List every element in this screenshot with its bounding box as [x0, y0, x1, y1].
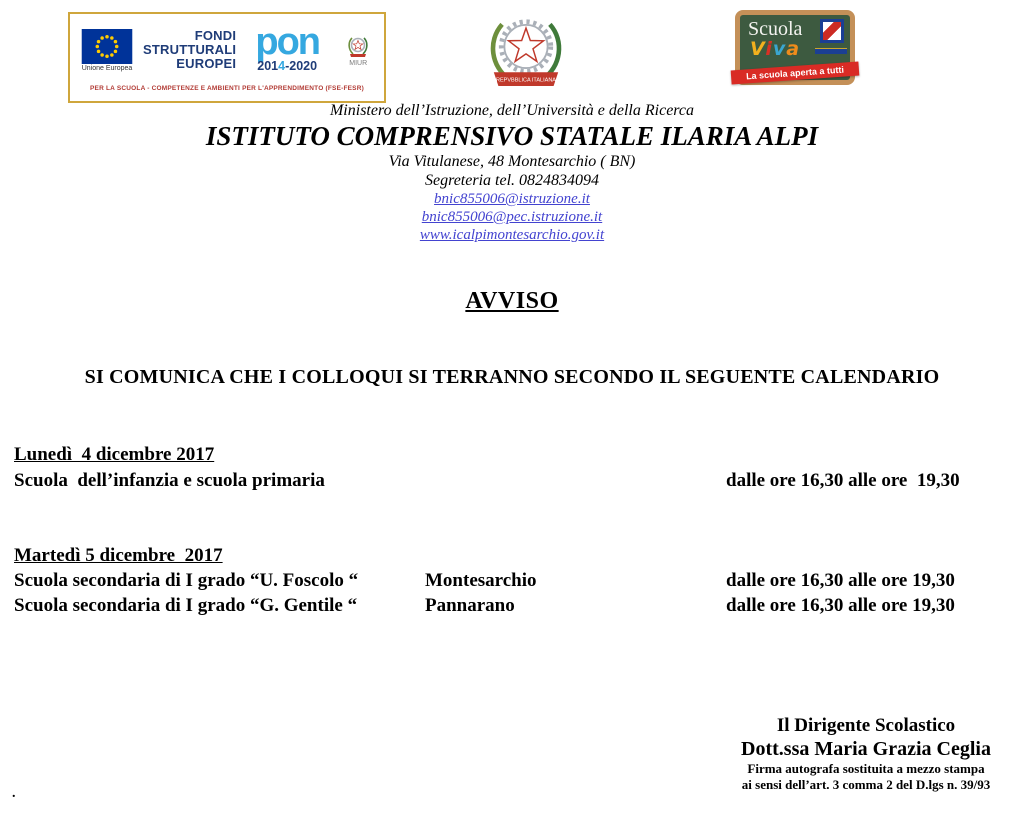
notice-title: AVVISO — [465, 288, 559, 314]
pon-logo-row — [70, 14, 384, 81]
repubblica-italiana-emblem — [480, 6, 572, 98]
emblem-ribbon-text: REPVBBLICA ITALIANA — [496, 77, 556, 84]
signature-block — [720, 714, 1012, 792]
campania-region-icon — [820, 19, 844, 43]
miur-emblem-icon — [346, 34, 370, 60]
stray-period: . — [12, 786, 16, 801]
pon-years-part2: 4 — [278, 59, 286, 74]
fondi-line1: FONDI — [194, 27, 237, 43]
eu-flag-block — [78, 29, 136, 72]
miur-label: MIUR — [349, 59, 368, 67]
signature-note-2: ai sensi dell’art. 3 comma 2 del D.lgs n. 39/93 — [741, 776, 991, 792]
pon-logo — [68, 12, 386, 103]
pon-strip-text: PER LA SCUOLA - COMPETENZE E AMBIENTI PER L'APPRENDIMENTO (FSE-FESR) — [90, 85, 364, 92]
schedule-time-infanzia: dalle ore 16,30 alle ore 19,30 — [726, 470, 960, 491]
fondi-line2: STRUTTURALI — [143, 41, 237, 57]
school-phone: Segreteria tel. 0824834094 — [424, 172, 600, 189]
schedule-school-foscolo: Scuola secondaria di I grado “U. Foscolo “ — [14, 570, 359, 591]
schedule-time-gentile: dalle ore 16,30 alle ore 19,30 — [726, 595, 955, 616]
scuola-viva-logo — [735, 10, 855, 85]
schedule-location-gentile: Pannarano — [425, 595, 515, 616]
signature-note-1: Firma autografa sostituita a mezzo stampa — [747, 761, 985, 776]
fondi-strutturali-text — [143, 29, 236, 71]
viva-letter-v1: V — [750, 38, 766, 60]
email-link[interactable]: bnic855006@istruzione.it — [434, 191, 590, 207]
school-name: ISTITUTO COMPRENSIVO STATALE ILARIA ALPI — [205, 121, 819, 151]
eu-flag-icon — [81, 29, 133, 64]
eu-flag-label: Unione Europea — [81, 64, 133, 72]
pon-years-part1: 201 — [257, 59, 279, 74]
announcement-line: SI COMUNICA CHE I COLLOQUI SI TERRANNO SECONDO IL SEGUENTE CALENDARIO — [84, 366, 940, 388]
date-heading-monday: Lunedì 4 dicembre 2017 — [14, 444, 215, 465]
scuola-viva-word1: Scuola — [748, 18, 803, 40]
schedule-school-gentile: Scuola secondaria di I grado “G. Gentile “ — [14, 595, 358, 616]
date-heading-tuesday: Martedì 5 dicembre 2017 — [14, 545, 223, 566]
fondi-line3: EUROPEI — [176, 56, 237, 72]
viva-letter-v2: v — [772, 38, 787, 60]
miur-block — [338, 34, 378, 67]
school-address: Via Vitulanese, 48 Montesarchio ( BN) — [388, 153, 636, 170]
pon-years-part3: -2020 — [285, 59, 318, 74]
campania-region-strip — [815, 48, 847, 54]
pec-email-link[interactable]: bnic855006@pec.istruzione.it — [421, 209, 603, 225]
viva-letter-i: i — [765, 38, 773, 60]
pon-word-text: pon — [255, 20, 319, 63]
schedule-location-foscolo: Montesarchio — [425, 570, 537, 591]
signature-name: Dott.ssa Maria Grazia Ceglia — [741, 738, 991, 760]
website-link[interactable]: www.icalpimontesarchio.gov.it — [419, 227, 605, 243]
scuola-viva-banner: La scuola aperta a tutti — [731, 62, 860, 85]
viva-letter-a: a — [786, 38, 801, 60]
signature-role: Il Dirigente Scolastico — [776, 715, 956, 736]
ministry-line: Ministero dell’Istruzione, dell’Università e della Ricerca — [329, 102, 695, 119]
pon-wordmark — [243, 20, 331, 74]
schedule-time-foscolo: dalle ore 16,30 alle ore 19,30 — [726, 570, 955, 591]
schedule-school-infanzia: Scuola dell’infanzia e scuola primaria — [14, 470, 325, 491]
letterhead — [0, 101, 1024, 244]
